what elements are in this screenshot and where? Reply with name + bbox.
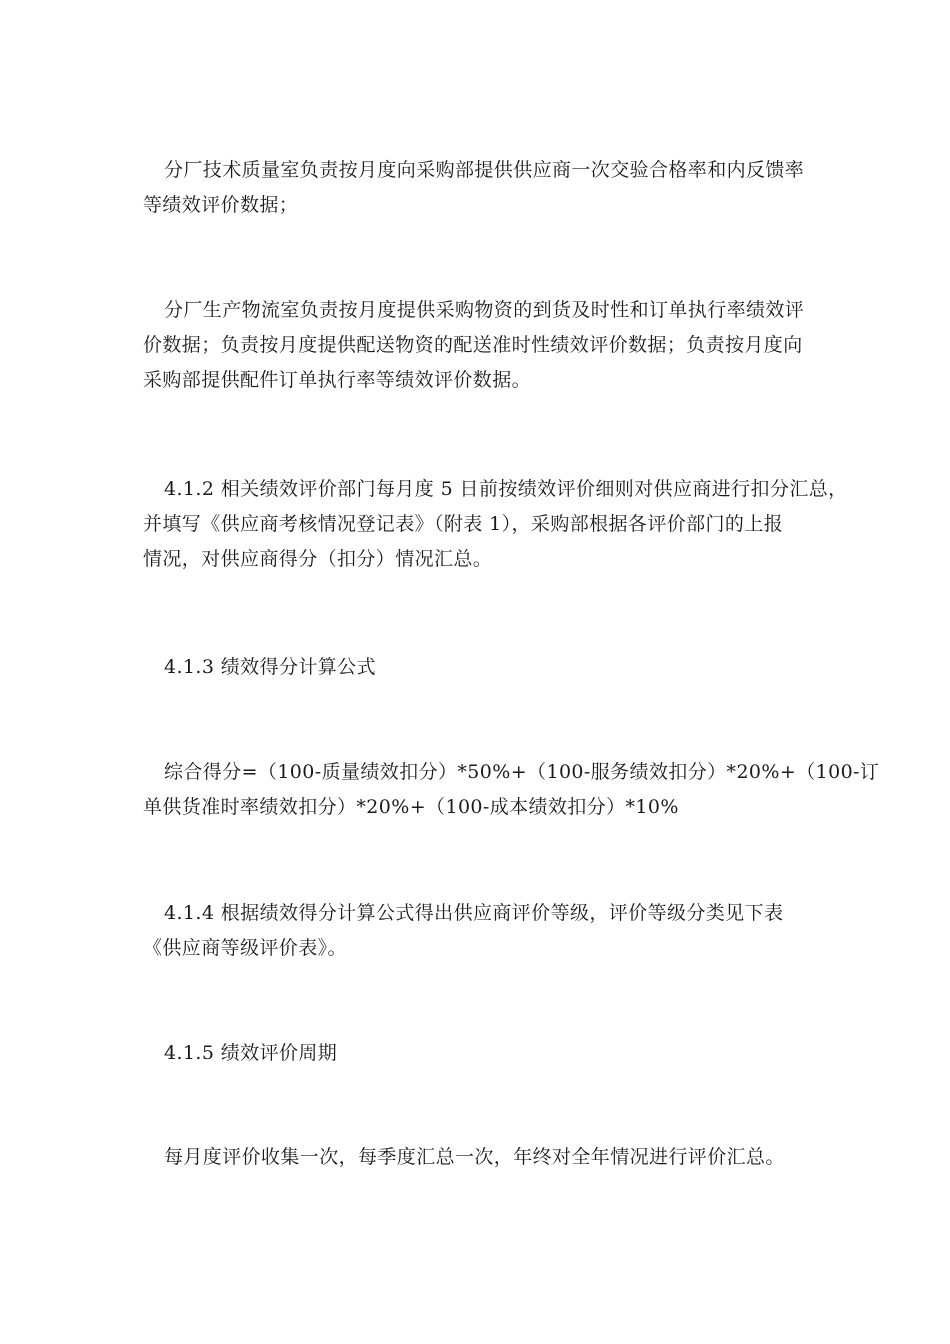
paragraph-line: 等绩效评价数据； [143, 194, 299, 216]
heading-section-4-1-3 [143, 650, 823, 685]
paragraph-line: 综合得分=（100-质量绩效扣分）*50%+（100-服务绩效扣分）*20%+（100-订 [164, 761, 880, 783]
paragraph-line: 《供应商等级评价表》。 [143, 937, 347, 959]
paragraph-line: 价数据；负责按月度提供配送物资的配送准时性绩效评价数据；负责按月度向 [143, 334, 803, 356]
paragraph-score-formula [143, 755, 880, 825]
paragraph-line: 单供货准时率绩效扣分）*20%+（100-成本绩效扣分）*10% [143, 796, 679, 818]
paragraph-line: 分厂生产物流室负责按月度提供采购物资的到货及时性和订单执行率绩效评 [164, 299, 805, 321]
paragraph-line: 4.1.2 相关绩效评价部门每月度 5 日前按绩效评价细则对供应商进行扣分汇总， [164, 478, 848, 500]
paragraph-technical-quality [143, 153, 823, 223]
section-heading: 4.1.5 绩效评价周期 [164, 1042, 338, 1064]
heading-section-4-1-5 [143, 1036, 823, 1071]
paragraph-line: 4.1.4 根据绩效得分计算公式得出供应商评价等级，评价等级分类见下表 [164, 902, 784, 924]
paragraph-evaluation-cycle [143, 1140, 823, 1175]
paragraph-production-logistics [143, 293, 823, 398]
paragraph-line: 采购部提供配件订单执行率等绩效评价数据。 [143, 369, 532, 391]
paragraph-section-4-1-2 [143, 472, 848, 577]
paragraph-line: 情况，对供应商得分（扣分）情况汇总。 [143, 548, 493, 570]
paragraph-line: 每月度评价收集一次，每季度汇总一次，年终对全年情况进行评价汇总。 [164, 1146, 785, 1168]
paragraph-line: 分厂技术质量室负责按月度向采购部提供供应商一次交验合格率和内反馈率 [164, 159, 805, 181]
section-heading: 4.1.3 绩效得分计算公式 [164, 656, 376, 678]
paragraph-line: 并填写《供应商考核情况登记表》（附表 1），采购部根据各评价部门的上报 [143, 513, 784, 535]
paragraph-section-4-1-4 [143, 896, 823, 966]
